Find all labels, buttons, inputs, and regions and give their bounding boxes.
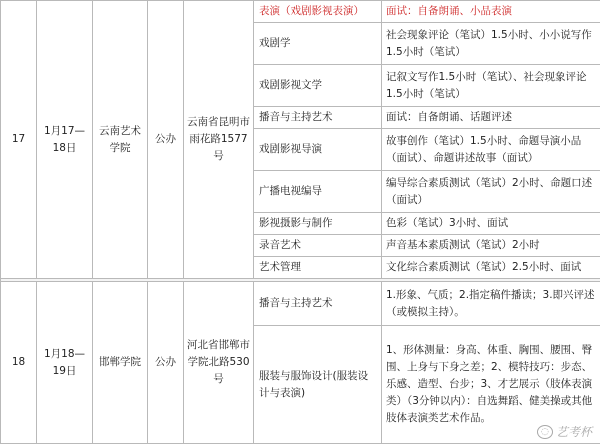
- requirement-cell: 记叙文写作1.5小时（笔试）、社会现象评论1.5小时（笔试）: [382, 65, 600, 107]
- major-cell: 播音与主持艺术: [254, 282, 382, 326]
- requirement-cell: 文化综合素质测试（笔试）2.5小时、面试: [382, 257, 600, 279]
- address-cell: 云南省昆明市雨花路1577号: [184, 1, 254, 279]
- major-cell: 服装与服饰设计(服装设计与表演): [254, 326, 382, 444]
- row-index-cell: 18: [1, 282, 37, 444]
- requirement-cell: 1.形象、气质；2.指定稿件播读；3.即兴评述（或模拟主持）。: [382, 282, 600, 326]
- requirement-cell: 1、形体测量：身高、体重、胸围、腰围、臀围、上身与下身之差；2、模特技巧：步态、乐感、造型、台步；3、才艺展示（肢体表演类）（3分钟以内）：自选舞蹈、健美操或其他肢体表演类艺术作品。: [382, 326, 600, 444]
- table-row: [1, 1, 600, 23]
- row-index-cell: 17: [1, 1, 37, 279]
- requirement-cell: 色彩（笔试）3小时、面试: [382, 213, 600, 235]
- exam-dates-cell: 1月17—18日: [37, 1, 93, 279]
- address-cell: 河北省邯郸市学院北路530号: [184, 282, 254, 444]
- requirement-cell: 社会现象评论（笔试）1.5小时、小小说写作1.5小时（笔试）: [382, 23, 600, 65]
- major-cell: 表演（戏剧影视表演）: [254, 1, 382, 23]
- major-cell: 戏剧影视导演: [254, 129, 382, 171]
- watermark-text: 艺考杯: [555, 425, 592, 439]
- requirement-cell: 声音基本素质测试（笔试）2小时: [382, 235, 600, 257]
- major-cell: 戏剧影视文学: [254, 65, 382, 107]
- exam-dates-cell: 1月18—19日: [37, 282, 93, 444]
- requirement-cell: 编导综合素质测试（笔试）2小时、命题口述（面试）: [382, 171, 600, 213]
- school-name-cell: 邯郸学院: [93, 282, 148, 444]
- major-cell: 录音艺术: [254, 235, 382, 257]
- table-row: [1, 282, 600, 326]
- requirement-cell: 面试：自备朗诵、话题评述: [382, 107, 600, 129]
- major-cell: 影视摄影与制作: [254, 213, 382, 235]
- ownership-cell: 公办: [148, 1, 184, 279]
- requirement-cell: 面试：自备朗诵、小品表演: [382, 1, 600, 23]
- major-cell: 广播电视编导: [254, 171, 382, 213]
- requirement-cell: 故事创作（笔试）1.5小时、命题导演小品（面试）、命题讲述故事（面试）: [382, 129, 600, 171]
- watermark: [537, 423, 592, 440]
- school-name-cell: 云南艺术学院: [93, 1, 148, 279]
- wechat-icon: ◌: [537, 425, 553, 439]
- major-cell: 艺术管理: [254, 257, 382, 279]
- major-cell: 播音与主持艺术: [254, 107, 382, 129]
- ownership-cell: 公办: [148, 282, 184, 444]
- major-cell: 戏剧学: [254, 23, 382, 65]
